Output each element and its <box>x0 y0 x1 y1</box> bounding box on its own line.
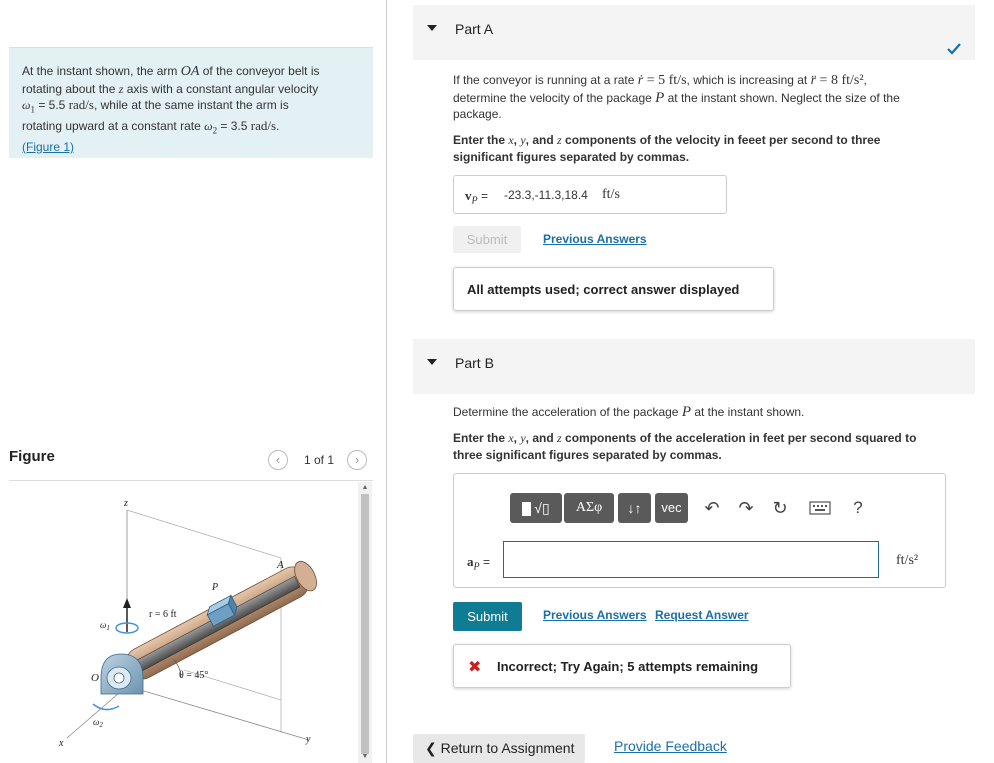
answer-value: -23.3,-11.3,18.4 <box>504 188 588 202</box>
problem-statement <box>9 47 373 158</box>
error-x-icon: ✖ <box>468 659 482 676</box>
redo-icon[interactable]: ↷ <box>738 498 754 518</box>
chevron-right-icon: › <box>354 452 360 467</box>
answer-label: $v_P$ = <box>465 188 488 207</box>
divider <box>9 480 373 481</box>
y-axis <box>127 686 309 740</box>
arrow-head <box>123 598 131 608</box>
keyboard-icon[interactable] <box>808 496 832 520</box>
arrows-button[interactable]: ↓↑ <box>618 493 651 523</box>
part-b-header[interactable] <box>413 339 975 394</box>
problem-line-5 <box>22 139 361 156</box>
label-A: A <box>277 559 284 571</box>
label-r: r = 6 ft <box>149 609 177 620</box>
undo-icon[interactable]: ↶ <box>704 498 720 518</box>
part-b-instructions: Enter the x, y, and z components of the acceleration in feet per second squared to three significant figures separated by commas. <box>453 431 917 462</box>
problem-line-4: rotating upward at a constant rate $\omega_2 = 3.5$ rad/s. <box>22 117 280 136</box>
part-a-question: If the conveyor is running at a rate ṙ = 5 ft/s, which is increasing at r̈ = 8 ft/s², determine the velocity of the package P at the instant shown. Neglect the size of the package. <box>453 73 900 121</box>
acceleration-answer-input[interactable] <box>503 541 879 578</box>
problem-line-1: At the instant shown, the arm OA of the conveyor belt is <box>22 64 320 79</box>
omega2-rotation-icon <box>93 704 119 710</box>
label-omega2: $\omega_2$ <box>93 717 103 729</box>
part-a-instructions: Enter the x, y, and z components of the velocity in feeet per second to three significant figures separated by commas. <box>453 133 881 164</box>
figure-image <box>9 482 357 763</box>
part-a-header[interactable] <box>413 5 975 60</box>
figure-scrollbar[interactable] <box>358 482 372 763</box>
part-b-answer-editor <box>453 473 946 588</box>
answer-unit: ft/s² <box>896 553 919 568</box>
scroll-down-icon[interactable]: ▼ <box>361 753 369 760</box>
answer-label: $a_P$ = <box>467 554 490 573</box>
vector-button[interactable]: vec <box>655 493 688 523</box>
request-answer-link[interactable]: Request Answer <box>655 608 749 622</box>
conveyor-diagram <box>9 482 357 763</box>
part-b-previous-answers-link[interactable]: Previous Answers <box>543 608 647 622</box>
collapse-triangle-icon[interactable] <box>427 25 437 31</box>
label-z: z <box>124 498 128 509</box>
part-a-previous-answers-link[interactable]: Previous Answers <box>543 232 647 246</box>
greek-symbols-button[interactable]: ΑΣφ <box>564 493 614 523</box>
figure-pager <box>268 450 373 470</box>
collapse-triangle-icon[interactable] <box>427 359 437 365</box>
problem-line-2: rotating about the z axis with a constant angular velocity <box>22 81 319 96</box>
base-bracket <box>101 654 143 694</box>
scroll-up-icon[interactable]: ▲ <box>361 484 369 491</box>
part-a-feedback: All attempts used; correct answer displayed <box>453 267 774 311</box>
chevron-left-icon: ❮ <box>425 740 437 756</box>
figure-heading: Figure <box>9 448 55 465</box>
label-theta: θ = 45° <box>179 670 209 681</box>
problem-line-3: $\omega_1 = 5.5$ rad/s, while at the same instant the arm is <box>22 97 289 115</box>
part-a-title: Part A <box>455 21 494 37</box>
label-P: P <box>212 582 219 593</box>
label-O: O <box>91 672 99 684</box>
figure-link[interactable]: (Figure 1) <box>22 139 75 154</box>
check-icon <box>947 43 961 55</box>
next-figure-button[interactable] <box>347 450 367 470</box>
answer-unit: ft/s <box>602 187 620 202</box>
return-to-assignment-button[interactable]: ❮ Return to Assignment <box>413 734 585 763</box>
part-a-submit-button[interactable]: Submit <box>453 226 521 253</box>
part-b-submit-button[interactable]: Submit <box>453 602 522 631</box>
previous-figure-button[interactable] <box>268 450 288 470</box>
conveyor-arm <box>121 556 321 684</box>
reset-icon[interactable]: ↻ <box>772 498 788 518</box>
label-y: y <box>306 734 311 745</box>
templates-button[interactable]: √▯ <box>510 493 562 523</box>
figure-page-indicator: 1 of 1 <box>304 453 335 467</box>
scrollbar-thumb[interactable] <box>361 494 369 754</box>
label-x: x <box>59 738 64 749</box>
part-b-feedback: ✖ Incorrect; Try Again; 5 attempts remaining <box>453 644 791 688</box>
box-template-icon <box>522 502 531 516</box>
label-omega1: $\omega_1$ <box>100 620 110 632</box>
part-b-title: Part B <box>455 355 494 371</box>
chevron-left-icon: ‹ <box>275 452 281 467</box>
frame-line <box>127 510 281 558</box>
part-b-question: Determine the acceleration of the package P at the instant shown. <box>453 404 805 420</box>
help-icon[interactable]: ? <box>853 498 863 517</box>
part-a-answer-box <box>453 175 727 214</box>
left-panel <box>0 0 387 763</box>
provide-feedback-link[interactable]: Provide Feedback <box>614 738 727 754</box>
